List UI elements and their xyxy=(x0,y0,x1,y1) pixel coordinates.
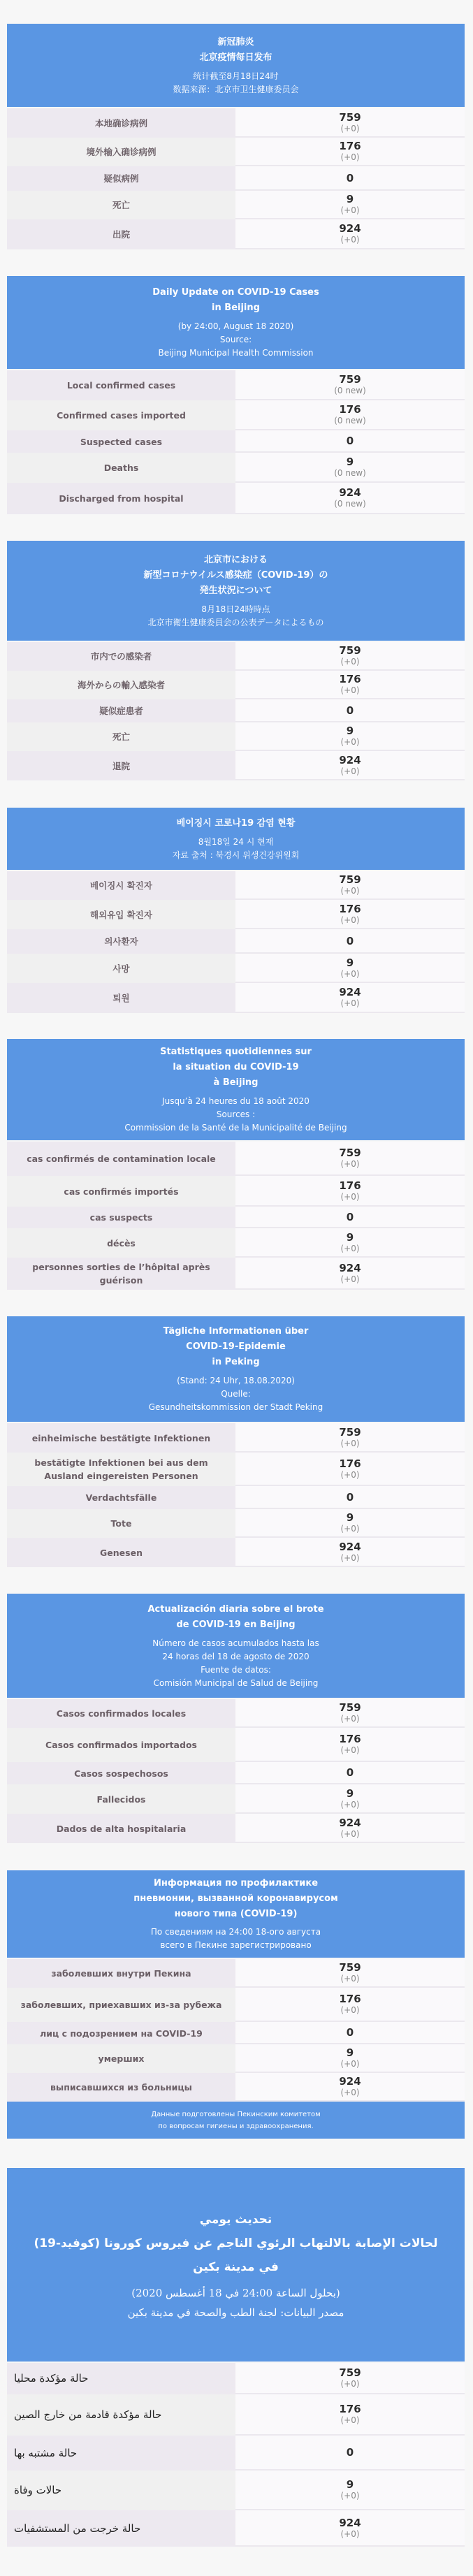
row-value-cell xyxy=(235,699,465,722)
header-title-line: пневмонии, вызванной коронавирусом xyxy=(133,1893,338,1904)
header-subtitle-line: Fuente de datos: xyxy=(201,1664,271,1675)
row-change: (+0) xyxy=(340,1438,360,1448)
row-label: einheimische bestätigte Infektionen xyxy=(7,1423,235,1453)
row-label: умерших xyxy=(7,2044,235,2073)
row-value: 176 xyxy=(339,902,361,915)
row-value: 0 xyxy=(346,171,354,184)
stats-table xyxy=(7,1959,465,2102)
table-row xyxy=(7,1142,465,1176)
row-value-cell xyxy=(235,453,465,483)
row-value-cell xyxy=(235,1988,465,2022)
table-row xyxy=(7,1453,465,1486)
table-row xyxy=(7,430,465,453)
row-label: Verdachtsfälle xyxy=(7,1486,235,1509)
row-value-cell xyxy=(235,751,465,780)
table-row xyxy=(7,370,465,400)
row-change: (+0) xyxy=(340,152,360,162)
table-row xyxy=(7,954,465,983)
row-label: 出院 xyxy=(7,219,235,249)
row-value-cell xyxy=(235,2510,465,2547)
section-header xyxy=(7,1594,465,1698)
row-value: 176 xyxy=(339,1993,361,2005)
row-change: (+0) xyxy=(340,1159,360,1169)
header-title-line: تحديث يومي xyxy=(199,2212,272,2227)
header-title-line: 北京疫情每日发布 xyxy=(199,52,272,63)
row-value: 9 xyxy=(346,193,354,205)
row-value-cell xyxy=(235,1784,465,1814)
header-subtitle-line: 北京市衛生健康委員会の公表データによるもの xyxy=(147,617,324,627)
row-value-cell xyxy=(235,900,465,929)
row-value-cell xyxy=(235,2436,465,2471)
table-row xyxy=(7,1538,465,1567)
table-row xyxy=(7,871,465,900)
header-subtitle-line: Beijing Municipal Health Commission xyxy=(158,348,314,358)
table-row xyxy=(7,400,465,430)
row-change: (+0) xyxy=(340,2491,360,2501)
row-value-cell xyxy=(235,954,465,983)
table-row xyxy=(7,2436,465,2471)
row-value-cell xyxy=(235,1538,465,1567)
row-change: (+0) xyxy=(340,2528,360,2539)
header-title-line: de COVID-19 en Beijing xyxy=(176,1619,296,1630)
table-row xyxy=(7,983,465,1013)
row-label: Confirmed cases imported xyxy=(7,400,235,430)
section-header xyxy=(7,24,465,107)
table-row xyxy=(7,1509,465,1538)
row-value: 176 xyxy=(339,2403,361,2415)
section-header xyxy=(7,808,465,870)
header-subtitle-line: Quelle: xyxy=(221,1389,251,1399)
row-value-cell xyxy=(235,1509,465,1538)
row-change: (+0) xyxy=(340,235,360,245)
row-value: 9 xyxy=(346,956,354,969)
header-subtitle-line: مصدر البيانات: لجنة الطب والصحة في مدينة بكين xyxy=(127,2306,344,2319)
row-value-cell xyxy=(235,2022,465,2044)
table-row xyxy=(7,453,465,483)
row-value: 759 xyxy=(339,1147,361,1159)
row-label: cas confirmés de contamination locale xyxy=(7,1142,235,1176)
table-row xyxy=(7,900,465,929)
row-label: 사망 xyxy=(7,954,235,983)
row-value: 0 xyxy=(346,1766,354,1779)
row-change: (+0) xyxy=(340,2415,360,2425)
row-label: حالة خرجت من المستشفيات xyxy=(7,2510,235,2547)
header-subtitle-line: Número de casos acumulados hasta las xyxy=(152,1638,319,1648)
table-row xyxy=(7,671,465,699)
row-value: 176 xyxy=(339,1457,361,1470)
header-subtitle-line: 자료 출처 : 북경시 위생건강위원회 xyxy=(172,850,300,860)
row-value-cell xyxy=(235,2471,465,2510)
header-subtitle-line: 8월18일 24 시 현재 xyxy=(198,836,274,847)
row-change: (+0) xyxy=(340,998,360,1008)
header-title-line: Tägliche Informationen über xyxy=(163,1326,309,1337)
row-value-cell xyxy=(235,1142,465,1176)
section-ru xyxy=(7,1870,465,2139)
row-label: Discharged from hospital xyxy=(7,483,235,514)
header-subtitle-line: Jusqu’à 24 heures du 18 août 2020 xyxy=(162,1096,310,1106)
row-value-cell xyxy=(235,642,465,671)
table-row xyxy=(7,642,465,671)
row-value: 759 xyxy=(339,1961,361,1974)
section-ko xyxy=(7,808,465,1013)
row-value: 759 xyxy=(339,644,361,657)
table-row xyxy=(7,2022,465,2044)
header-title-line: in Peking xyxy=(212,1357,260,1367)
section-header xyxy=(7,1039,465,1140)
row-label: лиц с подозрением на COVID-19 xyxy=(7,2022,235,2044)
row-change: (+0) xyxy=(340,2088,360,2097)
row-change: (+0) xyxy=(340,915,360,925)
row-change: (+0) xyxy=(340,1974,360,1984)
row-value: 0 xyxy=(346,2026,354,2039)
row-value-cell xyxy=(235,1453,465,1486)
row-label: 本地确诊病例 xyxy=(7,108,235,138)
row-label: cas confirmés importés xyxy=(7,1176,235,1207)
stats-table xyxy=(7,370,465,514)
footer-line: Данные подготовлены Пекинским комитетом xyxy=(151,2110,321,2118)
row-label: Deaths xyxy=(7,453,235,483)
row-value: 0 xyxy=(346,1210,354,1223)
row-value: 176 xyxy=(339,403,361,416)
row-label: 의사환자 xyxy=(7,929,235,954)
table-row xyxy=(7,1423,465,1453)
section-es xyxy=(7,1594,465,1843)
row-change: (+0) xyxy=(340,685,360,695)
row-change: (+0) xyxy=(340,1799,360,1810)
table-row xyxy=(7,1176,465,1207)
row-label: bestätigte Infektionen bei aus dem Ausland eingereisten Personen xyxy=(7,1453,235,1486)
row-label: Local confirmed cases xyxy=(7,370,235,400)
row-value: 9 xyxy=(346,1787,354,1800)
row-value: 9 xyxy=(346,1511,354,1524)
row-change: (+0) xyxy=(340,1274,360,1284)
section-ar xyxy=(7,2168,465,2547)
header-title-line: Statistiques quotidiennes sur xyxy=(160,1047,312,1057)
header-title-line: 発生状況について xyxy=(199,585,272,596)
section-header xyxy=(7,2168,465,2362)
stats-table xyxy=(7,1423,465,1567)
header-title-line: Actualización diaria sobre el brote xyxy=(147,1603,324,1615)
row-value-cell xyxy=(235,483,465,514)
row-value: 759 xyxy=(339,110,361,124)
stats-table xyxy=(7,642,465,780)
row-value: 176 xyxy=(339,140,361,152)
table-row xyxy=(7,2044,465,2073)
row-change: (+0) xyxy=(340,2005,360,2015)
table-row xyxy=(7,1699,465,1728)
row-change: (+0) xyxy=(340,886,360,896)
row-change: (0 new) xyxy=(334,468,366,478)
row-label: 베이징시 확진자 xyxy=(7,871,235,900)
row-value: 0 xyxy=(346,704,354,717)
row-label: Dados de alta hospitalaria xyxy=(7,1814,235,1843)
row-value: 924 xyxy=(339,1816,361,1829)
row-value: 9 xyxy=(346,2046,354,2059)
row-change: (+0) xyxy=(340,1552,360,1563)
row-value: 759 xyxy=(339,873,361,886)
stats-table xyxy=(7,108,465,249)
row-value-cell xyxy=(235,1258,465,1290)
section-header xyxy=(7,276,465,369)
row-value: 9 xyxy=(346,725,354,737)
row-change: (0 new) xyxy=(334,416,366,425)
stats-table xyxy=(7,1142,465,1290)
row-change: (0 new) xyxy=(334,499,366,509)
row-value: 176 xyxy=(339,673,361,685)
row-label: حالة مشتبه بها xyxy=(7,2436,235,2471)
header-subtitle-line: Gesundheitskommission der Stadt Peking xyxy=(148,1402,323,1412)
row-value-cell xyxy=(235,2073,465,2102)
row-value: 176 xyxy=(339,1179,361,1192)
table-row xyxy=(7,191,465,219)
header-subtitle-line: Commission de la Santé de la Municipalité de Beijing xyxy=(124,1123,347,1133)
section-header xyxy=(7,1316,465,1422)
row-change: (+0) xyxy=(340,766,360,776)
row-value-cell xyxy=(235,1207,465,1228)
row-value: 924 xyxy=(339,2516,361,2529)
row-value: 924 xyxy=(339,2075,361,2088)
row-label: 死亡 xyxy=(7,722,235,751)
table-row xyxy=(7,929,465,954)
row-value: 924 xyxy=(339,222,361,235)
header-subtitle-line: Comisión Municipal de Salud de Beijing xyxy=(153,1678,319,1688)
table-row xyxy=(7,1988,465,2022)
row-change: (+0) xyxy=(340,1714,360,1724)
header-subtitle-line: (Stand: 24 Uhr, 18.08.2020) xyxy=(177,1376,295,1385)
section-de xyxy=(7,1316,465,1567)
row-value-cell xyxy=(235,430,465,453)
row-value: 759 xyxy=(339,2366,361,2379)
row-value: 0 xyxy=(346,1490,354,1504)
header-subtitle-line: (بحلول الساعة 24:00 في 18 أغسطس 2020) xyxy=(131,2286,340,2299)
table-row xyxy=(7,722,465,751)
row-value-cell xyxy=(235,1176,465,1207)
section-footer xyxy=(7,2102,465,2139)
header-title-line: 베이징시 코로나19 감염 현황 xyxy=(176,817,296,829)
table-row xyxy=(7,1959,465,1988)
row-value-cell xyxy=(235,1699,465,1728)
row-change: (+0) xyxy=(340,737,360,747)
row-change: (+0) xyxy=(340,2379,360,2389)
row-value: 759 xyxy=(339,1425,361,1439)
section-fr xyxy=(7,1039,465,1290)
row-label: décès xyxy=(7,1228,235,1258)
row-value: 176 xyxy=(339,1733,361,1745)
row-value: 924 xyxy=(339,486,361,499)
table-row xyxy=(7,2510,465,2547)
row-value-cell xyxy=(235,370,465,400)
row-label: выписавшихся из больницы xyxy=(7,2073,235,2102)
row-value-cell xyxy=(235,1486,465,1509)
section-zh xyxy=(7,24,465,249)
row-value-cell xyxy=(235,929,465,954)
header-title-line: لحالات الإصابة بالالتهاب الرئوي الناجم عن فيروس كورونا (كوفيد-19) xyxy=(34,2236,438,2250)
row-label: personnes sorties de l’hôpital après guérison xyxy=(7,1258,235,1290)
row-change: (+0) xyxy=(340,657,360,667)
row-value-cell xyxy=(235,671,465,699)
table-row xyxy=(7,1814,465,1843)
row-value-cell xyxy=(235,2394,465,2436)
footer-line: по вопросам гигиены и здравоохранения. xyxy=(158,2122,314,2130)
section-ja xyxy=(7,541,465,780)
row-label: Suspected cases xyxy=(7,430,235,453)
header-title-line: COVID-19-Epidemie xyxy=(186,1341,286,1352)
table-row xyxy=(7,2471,465,2510)
row-label: 退院 xyxy=(7,751,235,780)
row-value-cell xyxy=(235,1762,465,1784)
row-value: 0 xyxy=(346,934,354,947)
header-subtitle-line: Source: xyxy=(219,335,252,344)
table-row xyxy=(7,1784,465,1814)
row-change: (+0) xyxy=(340,1524,360,1534)
header-subtitle-line: 8月18日24時時点 xyxy=(201,604,270,614)
header-subtitle-line: всего в Пекине зарегистрировано xyxy=(160,1940,312,1950)
header-title-line: la situation du COVID-19 xyxy=(173,1062,299,1072)
table-row xyxy=(7,2363,465,2394)
row-value: 0 xyxy=(346,2446,354,2459)
table-row xyxy=(7,166,465,191)
row-label: Casos confirmados importados xyxy=(7,1728,235,1762)
table-row xyxy=(7,1228,465,1258)
row-value-cell xyxy=(235,166,465,191)
row-label: 海外からの輸入感染者 xyxy=(7,671,235,699)
header-title-line: Daily Update on COVID-19 Cases xyxy=(152,287,319,298)
row-change: (+0) xyxy=(340,205,360,215)
row-label: заболевших внутри Пекина xyxy=(7,1959,235,1988)
row-value-cell xyxy=(235,722,465,751)
table-row xyxy=(7,1762,465,1784)
row-label: cas suspects xyxy=(7,1207,235,1228)
table-row xyxy=(7,1258,465,1290)
row-value-cell xyxy=(235,138,465,166)
table-row xyxy=(7,1207,465,1228)
table-row xyxy=(7,138,465,166)
row-label: Casos sospechosos xyxy=(7,1762,235,1784)
row-value: 9 xyxy=(346,1230,354,1244)
table-row xyxy=(7,2394,465,2436)
row-value-cell xyxy=(235,219,465,249)
row-label: 死亡 xyxy=(7,191,235,219)
header-title-line: in Beijing xyxy=(212,303,260,313)
header-subtitle-line: Sources : xyxy=(216,1109,256,1119)
header-subtitle-line: (by 24:00, August 18 2020) xyxy=(177,321,294,331)
row-change: (+0) xyxy=(340,1191,360,1202)
row-label: حالة مؤكدة قادمة من خارج الصين xyxy=(7,2394,235,2436)
row-change: (+0) xyxy=(340,968,360,979)
row-value-cell xyxy=(235,1728,465,1762)
row-value: 924 xyxy=(339,1261,361,1274)
row-value-cell xyxy=(235,2044,465,2073)
section-header xyxy=(7,1870,465,1958)
row-value-cell xyxy=(235,1423,465,1453)
header-subtitle-line: По сведениям на 24:00 18-ого августа xyxy=(150,1927,321,1937)
row-value-cell xyxy=(235,1959,465,1988)
header-title-line: 新型コロナウイルス感染症（COVID-19）の xyxy=(143,569,328,581)
row-value: 9 xyxy=(346,456,354,468)
row-value: 924 xyxy=(339,1540,361,1553)
row-value-cell xyxy=(235,1228,465,1258)
row-label: 해외유입 확진자 xyxy=(7,900,235,929)
row-label: Genesen xyxy=(7,1538,235,1567)
section-en xyxy=(7,276,465,514)
row-change: (+0) xyxy=(340,2059,360,2069)
row-label: Casos confirmados locales xyxy=(7,1699,235,1728)
row-change: (+0) xyxy=(340,1745,360,1755)
row-value-cell xyxy=(235,191,465,219)
row-label: Fallecidos xyxy=(7,1784,235,1814)
header-title-line: нового типа (COVID-19) xyxy=(174,1909,298,1919)
header-title-line: à Beijing xyxy=(213,1077,259,1088)
row-label: Tote xyxy=(7,1509,235,1538)
header-subtitle-line: 24 horas del 18 de agosto de 2020 xyxy=(162,1651,310,1661)
table-row xyxy=(7,751,465,780)
table-row xyxy=(7,699,465,722)
row-label: заболевших, приехавших из-за рубежа xyxy=(7,1988,235,2022)
row-value-cell xyxy=(235,400,465,430)
header-title-line: في مدينة بكين xyxy=(193,2260,279,2274)
row-value: 0 xyxy=(346,435,354,447)
row-change: (+0) xyxy=(340,1243,360,1253)
row-label: حالة مؤكدة محليا xyxy=(7,2363,235,2394)
row-label: حالات وفاة xyxy=(7,2471,235,2510)
row-value-cell xyxy=(235,871,465,900)
row-label: 퇴원 xyxy=(7,983,235,1013)
table-row xyxy=(7,1728,465,1762)
header-title-line: 北京市における xyxy=(203,554,268,565)
row-change: (+0) xyxy=(340,123,360,133)
header-subtitle-line: 数据来源：北京市卫生健康委员会 xyxy=(173,84,299,94)
row-value-cell xyxy=(235,1814,465,1843)
row-label: 市内での感染者 xyxy=(7,642,235,671)
table-row xyxy=(7,1486,465,1509)
stats-table xyxy=(7,1699,465,1843)
row-change: (0 new) xyxy=(334,386,366,395)
row-value: 9 xyxy=(346,2478,354,2491)
row-value: 759 xyxy=(339,373,361,386)
header-subtitle-line: 统计截至8月18日24时 xyxy=(193,71,279,81)
row-value: 924 xyxy=(339,986,361,998)
row-label: 境外输入确诊病例 xyxy=(7,138,235,166)
row-label: 疑似病例 xyxy=(7,166,235,191)
row-label: 疑似症患者 xyxy=(7,699,235,722)
row-value: 924 xyxy=(339,753,361,766)
table-row xyxy=(7,483,465,514)
section-header xyxy=(7,541,465,641)
row-value-cell xyxy=(235,108,465,138)
row-value-cell xyxy=(235,2363,465,2394)
header-title-line: Информация по профилактике xyxy=(153,1878,319,1889)
stats-table xyxy=(7,2363,465,2547)
row-change: (+0) xyxy=(340,1828,360,1839)
row-value: 759 xyxy=(339,1701,361,1714)
stats-table xyxy=(7,871,465,1013)
row-value-cell xyxy=(235,983,465,1013)
table-row xyxy=(7,219,465,249)
table-row xyxy=(7,108,465,138)
row-change: (+0) xyxy=(340,1469,360,1480)
header-title-line: 新冠肺炎 xyxy=(217,36,254,48)
table-row xyxy=(7,2073,465,2102)
